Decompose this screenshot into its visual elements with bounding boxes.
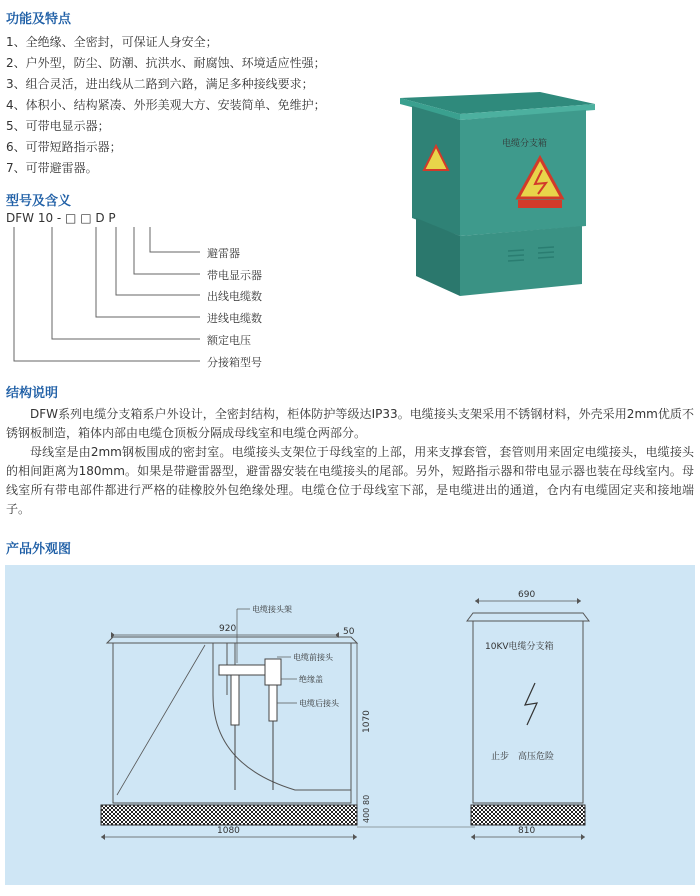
- feature-item: 7、可带避雷器。: [6, 161, 98, 175]
- feature-item: 4、体积小、结构紧凑、外形美观大方、安装简单、免维护；: [6, 98, 326, 112]
- callout-rear-joint: 电缆后接头: [299, 699, 339, 708]
- front-warning: 止步 高压危险: [491, 752, 555, 762]
- model-label-incoming: 进线电缆数: [207, 312, 262, 325]
- model-label-live-display: 带电显示器: [207, 269, 262, 282]
- structure-paragraph: 母线室是由2mm钢板围成的密封室。电缆接头支架位于母线室的上部，用来支撑套管，套管则用来固定电缆接头，电缆接头的相间距离为180mm。如果是带避雷器型，避雷器安装在电缆接头的尾部。另外，短路指示器和带电显示器也装在母线室内。母线室所有带电部件都进行严格的硅橡胶外包绝缘处理。电缆仓位于母线室下部，是电缆进出的通道，仓内有电缆固定夹和接地端子。: [6, 445, 694, 516]
- appearance-title: 产品外观图: [6, 542, 72, 557]
- side-dim-top: 920: [219, 624, 237, 634]
- feature-item: 5、可带电显示器；: [6, 119, 110, 133]
- structure-text: [6, 405, 694, 519]
- photo-label: 电缆分支箱: [502, 139, 548, 149]
- callout-cable-bracket: 电缆接头架: [252, 605, 292, 614]
- front-dim-top: 690: [518, 590, 536, 600]
- side-dim-base2: 80: [362, 794, 371, 805]
- feature-item: 3、组合灵活，进出线从二路到六路，满足多种接线要求；: [6, 77, 314, 91]
- model-label-arrester: 避雷器: [207, 247, 240, 260]
- appearance-diagram: [5, 565, 695, 885]
- feature-item: 6、可带短路指示器；: [6, 140, 122, 154]
- side-dim-base: 400: [362, 807, 371, 823]
- model-connector-lines: [0, 225, 210, 370]
- front-view: [467, 590, 589, 840]
- feature-item: 2、户外型，防尘、防潮、抗洪水、耐腐蚀、环境适应性强；: [6, 56, 326, 70]
- front-title: 10KV电缆分支箱: [485, 642, 554, 652]
- structure-paragraph: DFW系列电缆分支箱系户外设计，全密封结构，柜体防护等级达IP33。电缆接头支架采用不锈钢材料，外壳采用2mm优质不锈钢板制造，箱体内部由电缆仓顶板分隔成母线室和电缆仓两部分。: [6, 407, 694, 440]
- structure-title: 结构说明: [6, 386, 59, 401]
- side-dim-height: 1070: [362, 710, 372, 733]
- model-label-type: 分接箱型号: [207, 356, 262, 369]
- features-list: [6, 32, 326, 179]
- callout-insulating-cap: 绝缘盖: [299, 675, 323, 684]
- callout-front-joint: 电缆前接头: [293, 653, 333, 662]
- model-title: 型号及含义: [6, 194, 72, 209]
- features-title: 功能及特点: [6, 12, 72, 27]
- model-code: DFW 10 - □ □ D P: [6, 211, 116, 225]
- side-view: [101, 604, 475, 840]
- product-photo: [390, 86, 600, 296]
- feature-item: 1、全绝缘、全密封，可保证人身安全；: [6, 35, 218, 49]
- model-label-voltage: 额定电压: [207, 334, 251, 347]
- front-dim-bottom: 810: [518, 826, 536, 836]
- side-dim-right-top: 50: [343, 627, 355, 637]
- model-label-outgoing: 出线电缆数: [207, 290, 262, 303]
- side-dim-bottom: 1080: [217, 826, 240, 836]
